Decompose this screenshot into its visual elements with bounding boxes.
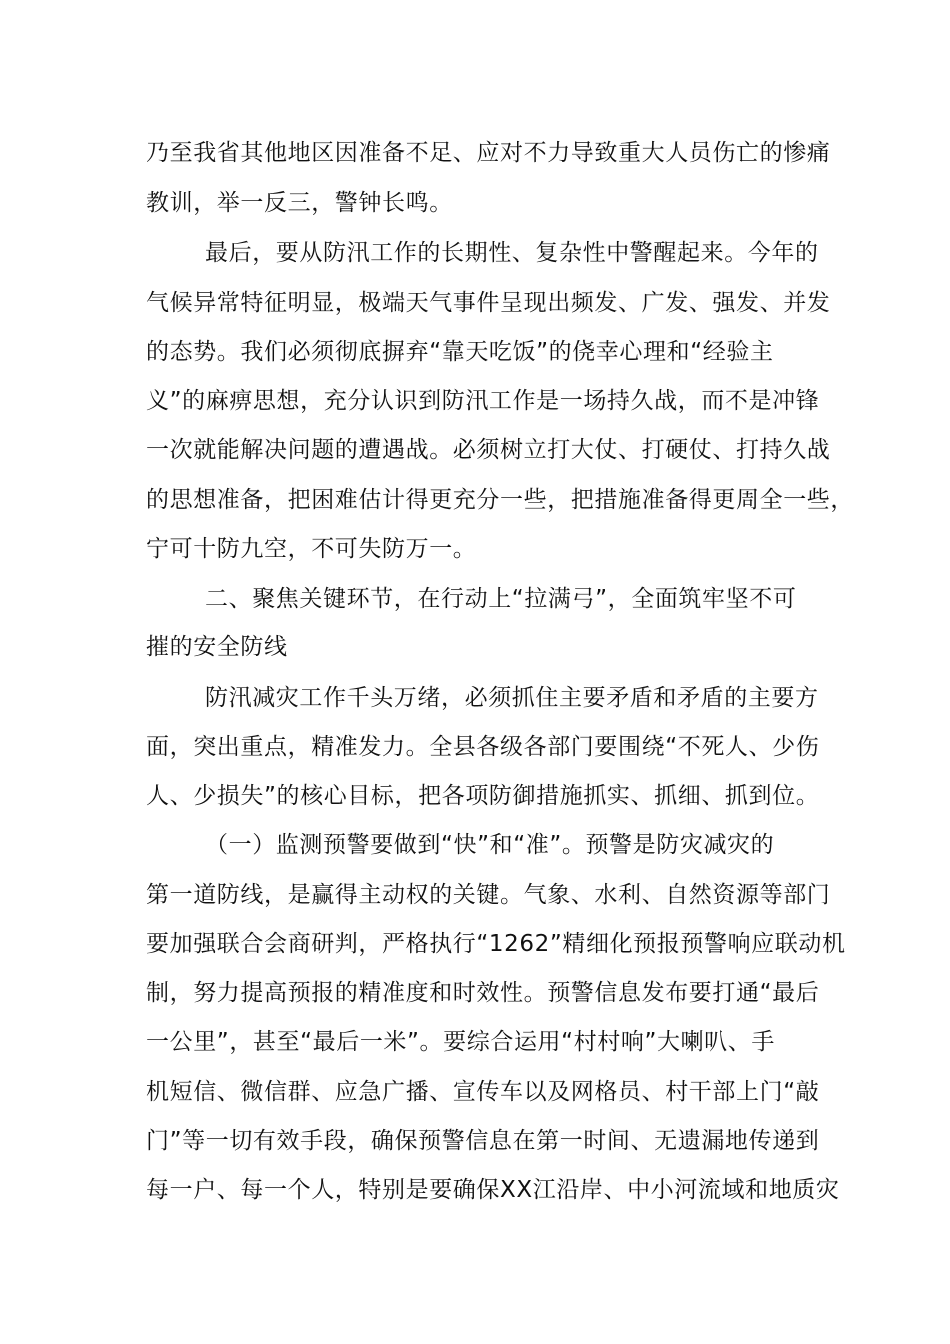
text-line: 每一户、每一个人，特别是要确保XX江沿岸、中小河流域和地质灾 bbox=[146, 1177, 840, 1203]
text-line: 防汛减灾工作千头万绪，必须抓住主要矛盾和矛盾的主要方 bbox=[205, 685, 819, 711]
text-line: 一次就能解决问题的遭遇战。必须树立打大仗、打硬仗、打持久战 bbox=[146, 437, 831, 463]
text-line: 气候异常特征明显，极端天气事件呈现出频发、广发、强发、并发 bbox=[146, 290, 831, 316]
subsection-line: （一）监测预警要做到“快”和“准”。预警是防灾减灾的 bbox=[205, 832, 775, 858]
text-line: 第一道防线，是赢得主动权的关键。气象、水利、自然资源等部门 bbox=[146, 882, 831, 908]
text-line: 的思想准备，把困难估计得更充分一些，把措施准备得更周全一些， bbox=[146, 487, 854, 513]
text-line: 乃至我省其他地区因准备不足、应对不力导致重大人员伤亡的惨痛 bbox=[146, 140, 831, 166]
text-line: 制，努力提高预报的精准度和时效性。预警信息发布要打通“最后 bbox=[146, 980, 820, 1006]
text-line: 宁可十防九空，不可失防万一。 bbox=[146, 536, 477, 562]
text-line: 的态势。我们必须彻底摒弃“靠天吃饭”的侥幸心理和“经验主 bbox=[146, 339, 774, 365]
section-heading-line: 摧的安全防线 bbox=[146, 634, 288, 660]
text-line: 门”等一切有效手段，确保预警信息在第一时间、无遗漏地传递到 bbox=[146, 1128, 820, 1154]
text-line: 机短信、微信群、应急广播、宣传车以及网格员、村干部上门“敲 bbox=[146, 1079, 820, 1105]
text-line: 义”的麻痹思想，充分认识到防汛工作是一场持久战，而不是冲锋 bbox=[146, 388, 820, 414]
section-heading-line: 二、聚焦关键环节，在行动上“拉满弓”，全面筑牢坚不可 bbox=[205, 586, 797, 612]
text-line: 面，突出重点，精准发力。全县各级各部门要围绕“不死人、少伤 bbox=[146, 734, 820, 760]
text-line: 最后，要从防汛工作的长期性、复杂性中警醒起来。今年的 bbox=[205, 240, 819, 266]
text-line: 要加强联合会商研判，严格执行“1262”精细化预报预警响应联动机 bbox=[146, 931, 846, 957]
text-line: 人、少损失”的核心目标，把各项防御措施抓实、抓细、抓到位。 bbox=[146, 783, 820, 809]
text-line: 教训，举一反三，警钟长鸣。 bbox=[146, 190, 453, 216]
text-line: 一公里”，甚至“最后一米”。要综合运用“村村响”大喇叭、手 bbox=[146, 1029, 775, 1055]
